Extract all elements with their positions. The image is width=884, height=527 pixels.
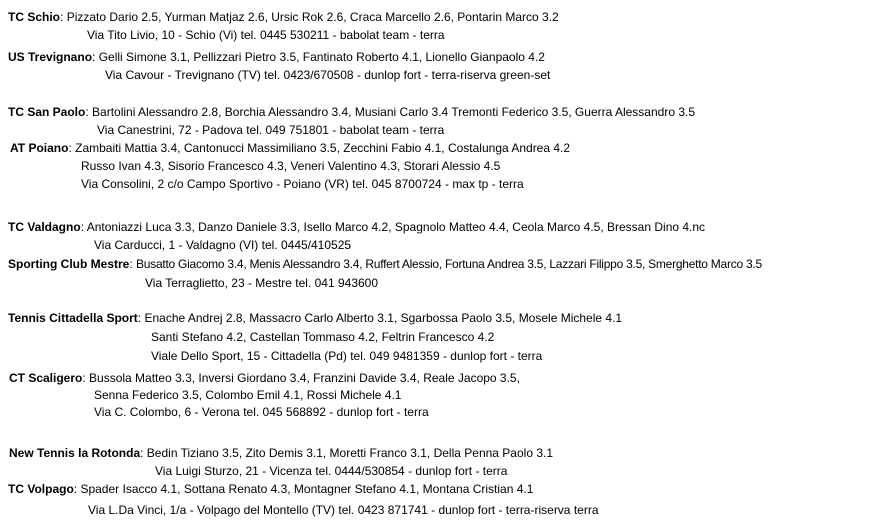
club-address: Via Tito Livio, 10 - Schio (Vi) tel. 0445 530211 - babolat team - terra — [87, 28, 445, 42]
club-players: Bedin Tiziano 3.5, Zito Demis 3.1, Moretti Franco 3.1, Della Penna Paolo 3.1 — [146, 446, 554, 460]
club-players: Gelli Simone 3.1, Pellizzari Pietro 3.5, Fantinato Roberto 4.1, Lionello Gianpaolo 4.2 — [98, 50, 545, 64]
club-players: Enache Andrej 2.8, Massacro Carlo Alberto 3.1, Sgarbossa Paolo 3.5, Mosele Michele 4.1 — [144, 311, 623, 325]
club-address: Via Terraglietto, 23 - Mestre tel. 041 943600 — [145, 276, 379, 290]
club-entry-new-tennis-la-rotonda: New Tennis la Rotonda: Bedin Tiziano 3.5, Zito Demis 3.1, Moretti Franco 3.1, Della Penna Paolo 3.1 — [9, 446, 554, 460]
club-entry-tennis-cittadella-sport: Tennis Cittadella Sport: Enache Andrej 2.8, Massacro Carlo Alberto 3.1, Sgarbossa Paolo 3.5, Mosele Michele 4.1 — [8, 311, 623, 325]
club-name: US Trevignano — [8, 50, 93, 64]
club-name: CT Scaligero — [9, 371, 83, 385]
club-name: TC Valdagno — [8, 220, 81, 234]
club-name: Sporting Club Mestre — [8, 257, 130, 271]
club-name: Tennis Cittadella Sport — [8, 311, 138, 325]
club-address: Via Canestrini, 72 - Padova tel. 049 751801 - babolat team - terra — [97, 123, 445, 137]
club-players: Bartolini Alessandro 2.8, Borchia Alessandro 3.4, Musiani Carlo 3.4 Tremonti Federico 3.5, Guerra Alessandro 3.5 — [92, 105, 696, 119]
club-players: Antoniazzi Luca 3.3, Danzo Daniele 3.3, Isello Marco 4.2, Spagnolo Matteo 4.4, Ceola Marco 4.5, Bressan Dino 4.nc — [86, 220, 706, 234]
club-players: Spader Isacco 4.1, Sottana Renato 4.3, Montagner Stefano 4.1, Montana Cristian 4.1 — [80, 482, 534, 496]
club-name: TC Schio — [8, 10, 61, 24]
club-address: Via L.Da Vinci, 1/a - Volpago del Montello (TV) tel. 0423 871741 - dunlop fort - terra-riserva terra — [88, 503, 599, 517]
club-entry-sporting-club-mestre: Sporting Club Mestre: Busatto Giacomo 3.4, Menis Alessandro 3.4, Ruffert Alessio, Fortuna Andrea 3.5, Lazzari Filippo 3.5, Smerghetto Marco 3.5 — [8, 257, 762, 271]
club-entry-tc-volpago: TC Volpago: Spader Isacco 4.1, Sottana Renato 4.3, Montagner Stefano 4.1, Montana Cristian 4.1 — [8, 482, 534, 496]
club-players-continued: Russo Ivan 4.3, Sisorio Francesco 4.3, Veneri Valentino 4.3, Storari Alessio 4.5 — [81, 159, 501, 173]
club-address: Via Luigi Sturzo, 21 - Vicenza tel. 0444/530854 - dunlop fort - terra — [155, 464, 508, 478]
club-name: TC San Paolo — [8, 105, 86, 119]
club-entry-tc-schio: TC Schio: Pizzato Dario 2.5, Yurman Matjaz 2.6, Ursic Rok 2.6, Craca Marcello 2.6, Pontarin Marco 3.2 — [8, 10, 559, 24]
club-name: New Tennis la Rotonda — [9, 446, 141, 460]
club-entry-tc-valdagno: TC Valdagno: Antoniazzi Luca 3.3, Danzo Daniele 3.3, Isello Marco 4.2, Spagnolo Matteo 4.4, Ceola Marco 4.5, Bressan Dino 4.nc — [8, 220, 706, 234]
club-address: Viale Dello Sport, 15 - Cittadella (Pd) tel. 049 9481359 - dunlop fort - terra — [151, 349, 543, 363]
club-entry-us-trevignano: US Trevignano: Gelli Simone 3.1, Pellizzari Pietro 3.5, Fantinato Roberto 4.1, Lionello Gianpaolo 4.2 — [8, 50, 545, 64]
club-name: AT Poiano — [10, 141, 69, 155]
club-players: Bussola Matteo 3.3, Inversi Giordano 3.4, Franzini Davide 3.4, Reale Jacopo 3.5, — [89, 371, 520, 385]
club-entry-at-poiano: AT Poiano: Zambaiti Mattia 3.4, Cantonucci Massimiliano 3.5, Zecchini Fabio 4.1, Costalunga Andrea 4.2 — [10, 141, 571, 155]
club-address: Via Consolini, 2 c/o Campo Sportivo - Poiano (VR) tel. 045 8700724 - max tp - terra — [81, 177, 524, 191]
club-players: Busatto Giacomo 3.4, Menis Alessandro 3.4, Ruffert Alessio, Fortuna Andrea 3.5, Lazzari Filippo 3.5, Smerghetto Marco 3.5 — [136, 257, 762, 271]
club-players-continued: Senna Federico 3.5, Colombo Emil 4.1, Rossi Michele 4.1 — [94, 388, 402, 402]
club-address: Via C. Colombo, 6 - Verona tel. 045 568892 - dunlop fort - terra — [94, 405, 429, 419]
club-address: Via Cavour - Trevignano (TV) tel. 0423/670508 - dunlop fort - terra-riserva green-set — [105, 68, 551, 82]
club-entry-ct-scaligero: CT Scaligero: Bussola Matteo 3.3, Inversi Giordano 3.4, Franzini Davide 3.4, Reale Jacopo 3.5, — [9, 371, 520, 385]
club-address: Via Carducci, 1 - Valdagno (VI) tel. 0445/410525 — [94, 238, 352, 252]
club-entry-tc-san-paolo: TC San Paolo: Bartolini Alessandro 2.8, Borchia Alessandro 3.4, Musiani Carlo 3.4 Tremonti Federico 3.5, Guerra Alessandro 3.5 — [8, 105, 696, 119]
club-players: Zambaiti Mattia 3.4, Cantonucci Massimiliano 3.5, Zecchini Fabio 4.1, Costalunga Andrea 4.2 — [75, 141, 571, 155]
club-players: Pizzato Dario 2.5, Yurman Matjaz 2.6, Ursic Rok 2.6, Craca Marcello 2.6, Pontarin Marco 3.2 — [66, 10, 559, 24]
club-players-continued: Santi Stefano 4.2, Castellan Tommaso 4.2, Feltrin Francesco 4.2 — [151, 330, 495, 344]
club-name: TC Volpago — [8, 482, 74, 496]
